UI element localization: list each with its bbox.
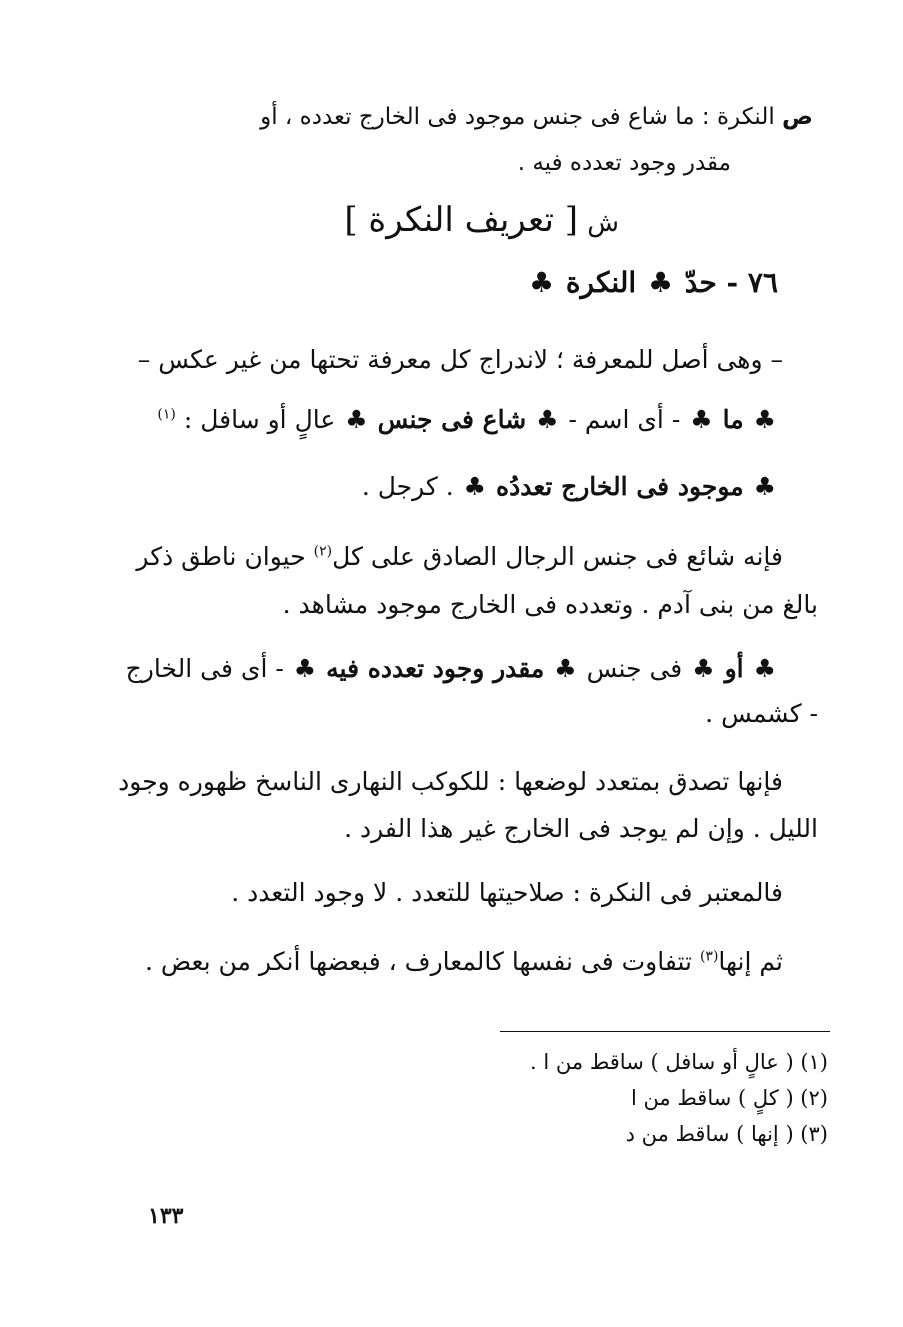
ornament-icon: ♣	[690, 405, 713, 434]
paragraph-6-line-2: الليل . وإن لم يوجد فى الخارج غير هذا الفرد .	[344, 814, 818, 843]
section-title: [ تعريف النكرة ]	[344, 200, 578, 240]
footnote-3: (٣) ( إنها ) ساقط من د	[625, 1122, 828, 1146]
ornament-icon: ♣	[753, 472, 776, 501]
p8-text-a: ثم إنها	[718, 947, 783, 976]
ornament-icon: ♣	[536, 405, 559, 434]
paragraph-5-line-2: - كشمس .	[705, 699, 818, 728]
p4-text-b: حيوان ناطق ذكر	[136, 542, 314, 571]
p4-text-a: فإنه شائع فى جنس الرجال الصادق على كل	[332, 542, 783, 571]
term-ma: ما	[722, 405, 744, 434]
term-aw: أو	[724, 654, 744, 683]
footnote-ref-2: (٢)	[313, 543, 333, 560]
matn-line-1	[260, 100, 813, 134]
footnote-divider	[500, 1031, 830, 1032]
paragraph-1: – وهى أصل للمعرفة ؛ لاندراج كل معرفة تحتها من غير عكس –	[137, 345, 783, 374]
ornament-icon: ♣	[345, 405, 368, 434]
matn-text-2: مقدر وجود تعدده فيه .	[517, 150, 731, 176]
heading-number: ٧٦ - حدّ	[684, 266, 778, 299]
footnote-2: (٢) ( كلٍ ) ساقط من ا	[630, 1086, 828, 1110]
paragraph-7: فالمعتبر فى النكرة : صلاحيتها للتعدد . لا وجود التعدد .	[231, 878, 783, 907]
term-muqaddar: مقدر وجود تعدده فيه	[326, 654, 545, 683]
paragraph-4-line-1	[136, 540, 783, 574]
p2-text-2: عالٍ أو سافل :	[183, 405, 336, 434]
footnote-ref-3: (٣)	[699, 948, 719, 965]
paragraph-8	[145, 945, 783, 979]
footnote-ref-1: (١)	[157, 406, 176, 423]
term-mawjud: موجود فى الخارج تعددُه	[496, 472, 744, 501]
page-number: ١٣٣	[148, 1203, 184, 1229]
ornament-icon: ♣	[753, 654, 776, 683]
ornament-icon: ♣	[528, 266, 555, 299]
ornament-icon: ♣	[554, 654, 577, 683]
p5-text-2: - أى فى الخارج	[125, 654, 284, 683]
matn-label: ص	[782, 104, 813, 130]
paragraph-4-line-2: بالغ من بنى آدم . وتعدده فى الخارج موجود مشاهد .	[282, 590, 818, 619]
p2-text-1: - أى اسم -	[560, 405, 681, 434]
ornament-icon: ♣	[293, 654, 317, 683]
ornament-icon: ♣	[692, 654, 715, 683]
matn-text-1: النكرة : ما شاع فى جنس موجود فى الخارج تعدده ، أو	[260, 104, 775, 130]
paragraph-3	[362, 470, 778, 504]
ornament-icon: ♣	[647, 266, 674, 299]
paragraph-5-line-1	[126, 652, 778, 686]
p5-text-1: فى جنس	[578, 654, 683, 683]
sharh-label: ش	[587, 208, 619, 238]
paragraph-2	[157, 403, 778, 437]
paragraph-6-line-1: فإنها تصدق بمتعدد لوضعها : للكوكب النهارى الناسخ ظهوره وجود	[118, 767, 783, 796]
footnote-1: (١) ( عالٍ أو سافل ) ساقط من ا .	[530, 1050, 828, 1074]
entry-heading	[527, 266, 778, 299]
matn-line-2	[518, 146, 731, 180]
p3-text: . كرجل .	[361, 472, 454, 501]
p8-text-b: تتفاوت فى نفسها كالمعارف ، فبعضها أنكر من بعض .	[145, 947, 700, 976]
ornament-icon: ♣	[463, 472, 487, 501]
ornament-icon: ♣	[753, 405, 776, 434]
term-shaa: شاع فى جنس	[377, 405, 527, 434]
heading-term: النكرة	[565, 266, 637, 299]
